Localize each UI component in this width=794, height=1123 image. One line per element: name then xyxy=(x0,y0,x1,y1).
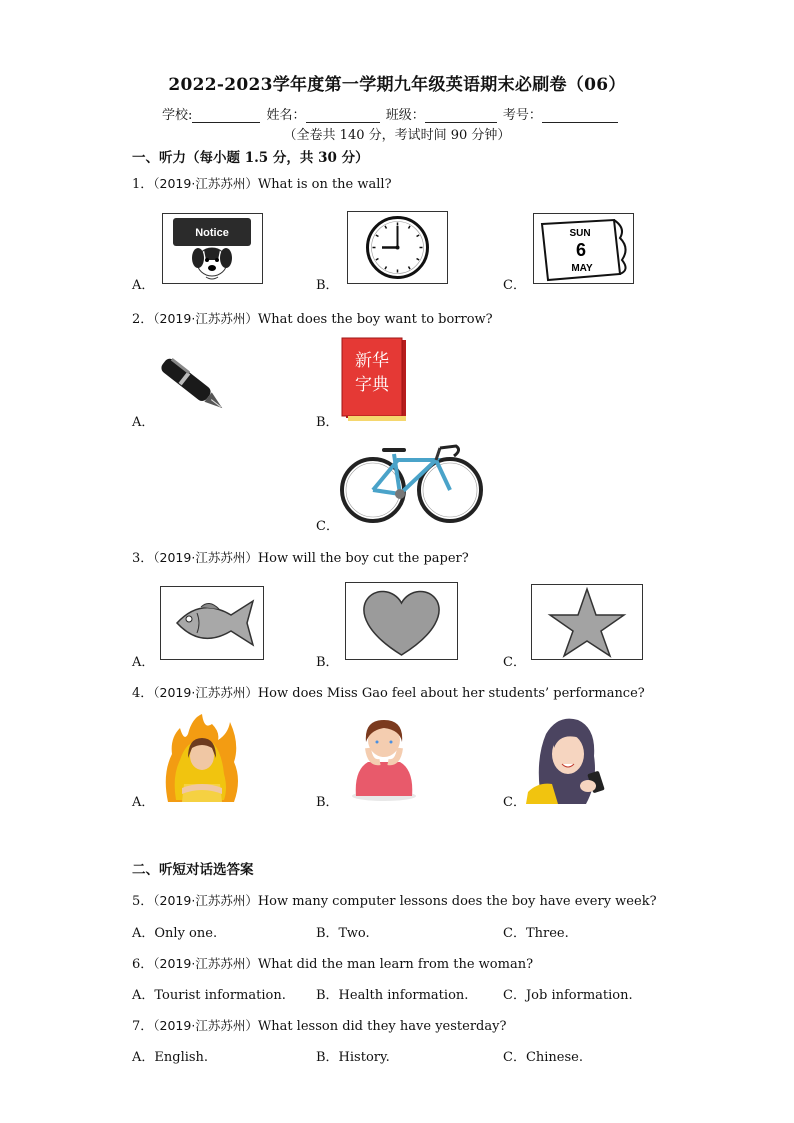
notice-dog-image xyxy=(162,213,263,284)
calendar-image xyxy=(533,213,634,284)
q4-option-a[interactable]: A． xyxy=(132,795,155,810)
question-6: 6．（2019·江苏苏州）What did the man learn from the woman? xyxy=(132,956,534,972)
q6-option-a[interactable]: A．Tourist information. xyxy=(132,988,286,1003)
q7-option-a[interactable]: A．English. xyxy=(132,1050,209,1065)
q5-option-a[interactable]: A．Only one. xyxy=(132,926,218,941)
dictionary-title-2: 字典 xyxy=(355,375,389,395)
question-7: 7．（2019·江苏苏州）What lesson did they have yesterday? xyxy=(132,1018,507,1034)
question-4: 4．（2019·江苏苏州）How does Miss Gao feel about her students’ performance? xyxy=(132,685,645,701)
calendar-day: SUN xyxy=(569,228,591,239)
q7-option-b[interactable]: B．History. xyxy=(316,1050,390,1065)
section-1-heading: 一、听力（每小题 1.5 分，共 30 分） xyxy=(132,150,369,166)
q4-option-b[interactable]: B． xyxy=(316,795,339,810)
pen-image xyxy=(152,336,236,426)
q5-option-b[interactable]: B．Two. xyxy=(316,926,370,941)
q1-option-c[interactable]: C． xyxy=(503,278,526,293)
q2-option-c[interactable]: C． xyxy=(316,519,339,534)
fish-shape-image xyxy=(160,586,264,660)
sad-girl-image xyxy=(348,712,420,802)
bicycle-image xyxy=(338,440,483,526)
class-label: 班级： xyxy=(385,108,425,123)
number-label: 考号： xyxy=(502,108,542,123)
q5-option-c[interactable]: C．Three. xyxy=(503,926,569,941)
exam-note: （全卷共 140 分，考试时间 90 分钟） xyxy=(283,128,511,143)
question-2: 2．（2019·江苏苏州）What does the boy want to borrow? xyxy=(132,311,493,327)
page-title: 2022-2023学年度第一学期九年级英语期末必刷卷（06） xyxy=(168,75,626,95)
class-blank[interactable] xyxy=(425,108,497,123)
notice-text: Notice xyxy=(195,227,229,239)
q1-option-b[interactable]: B． xyxy=(316,278,339,293)
happy-woman-phone-image xyxy=(524,712,608,804)
q3-option-c[interactable]: C． xyxy=(503,655,526,670)
q3-option-b[interactable]: B． xyxy=(316,655,339,670)
section-2-heading: 二、听短对话选答案 xyxy=(132,862,254,878)
q4-option-c[interactable]: C． xyxy=(503,795,526,810)
school-blank[interactable] xyxy=(192,108,260,123)
q2-option-a[interactable]: A． xyxy=(132,415,155,430)
name-blank[interactable] xyxy=(306,108,380,123)
clock-image xyxy=(347,211,448,284)
heart-shape-image xyxy=(345,582,458,660)
dictionary-image xyxy=(340,336,410,424)
star-shape-image xyxy=(531,584,643,660)
question-3: 3．（2019·江苏苏州）How will the boy cut the paper? xyxy=(132,550,469,566)
q6-option-b[interactable]: B．Health information. xyxy=(316,988,469,1003)
q1-option-a[interactable]: A． xyxy=(132,278,155,293)
student-info-line xyxy=(162,104,618,123)
q7-option-c[interactable]: C．Chinese. xyxy=(503,1050,583,1065)
name-label: 姓名： xyxy=(266,108,306,123)
q6-option-c[interactable]: C．Job information. xyxy=(503,988,633,1003)
angry-woman-image xyxy=(162,714,240,804)
calendar-month: MAY xyxy=(571,263,593,274)
calendar-date: 6 xyxy=(575,240,587,260)
number-blank[interactable] xyxy=(542,108,618,123)
q3-option-a[interactable]: A． xyxy=(132,655,155,670)
q2-option-b[interactable]: B． xyxy=(316,415,339,430)
question-1: 1．（2019·江苏苏州）What is on the wall? xyxy=(132,176,392,192)
question-5: 5．（2019·江苏苏州）How many computer lessons does the boy have every week? xyxy=(132,893,657,909)
dictionary-title-1: 新华 xyxy=(355,351,389,371)
school-label: 学校: xyxy=(162,108,193,123)
